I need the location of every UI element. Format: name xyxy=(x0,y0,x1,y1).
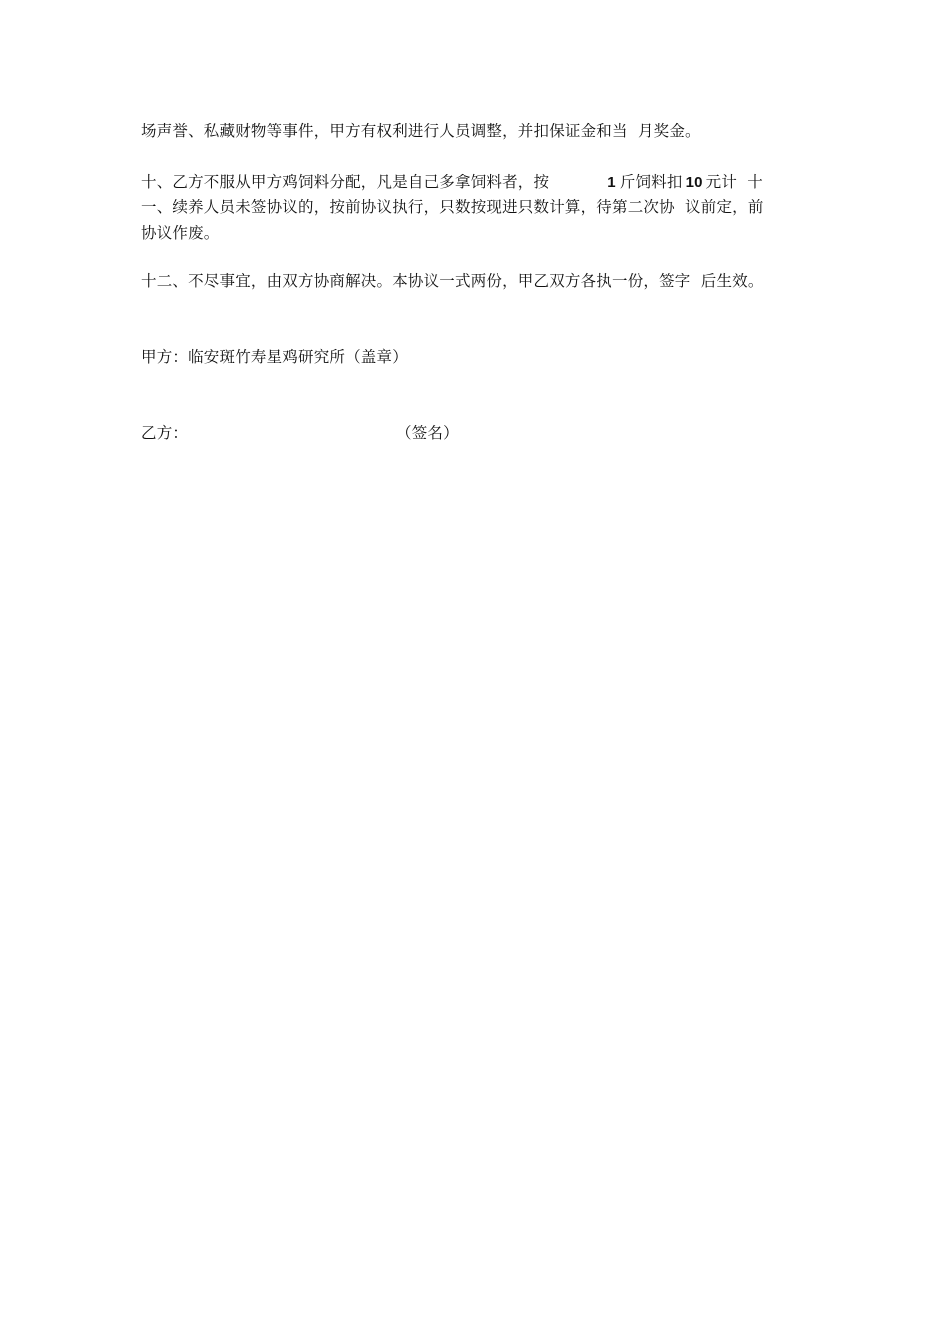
party-a-signature-line: 甲方：临安斑竹寿星鸡研究所（盖章） xyxy=(141,348,408,366)
paragraph-12-line-1: 十二、不尽事宜，由双方协商解决。本协议一式两份，甲乙双方各执一份，签字 后生效。 xyxy=(141,272,764,290)
paragraph-text: 元计 十 xyxy=(705,173,764,191)
party-b-label: 乙方： xyxy=(141,424,189,442)
paragraph-text: 十、乙方不服从甲方鸡饲料分配，凡是自己多拿饲料者，按 xyxy=(141,173,550,191)
paragraph-line: 场声誉、私藏财物等事件，甲方有权利进行人员调整，并扣保证金和当 月奖金。 xyxy=(141,122,701,140)
quantity-number: 1 xyxy=(607,174,616,191)
paragraph-11-line-1: 一、续养人员未签协议的，按前协议执行，只数按现进只数计算，待第二次协 议前定，前 xyxy=(141,198,764,216)
amount-number: 10 xyxy=(685,174,703,191)
paragraph-11-line-2: 协议作废。 xyxy=(141,224,220,242)
party-b-signature-placeholder: （签名） xyxy=(396,424,459,442)
paragraph-10-line-1 xyxy=(141,172,763,193)
paragraph-text: 斤饲料扣 xyxy=(619,173,683,191)
